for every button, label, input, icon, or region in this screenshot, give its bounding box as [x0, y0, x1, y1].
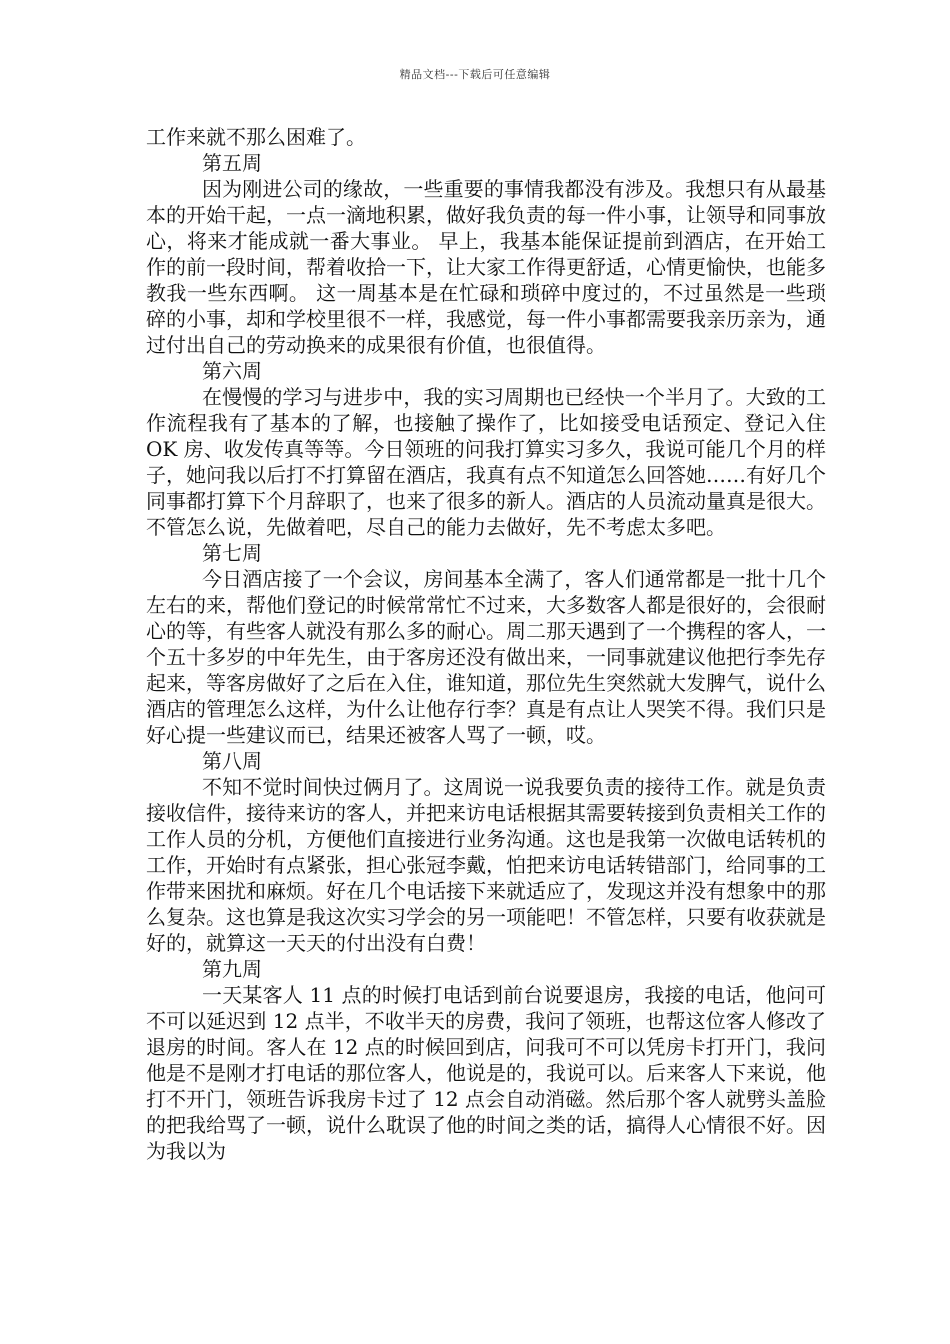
week-9-paragraph: 一天某客人 11 点的时候打电话到前台说要退房，我接的电话，他问可不可以延迟到 12 点半，不收半天的房费，我问了领班，也帮这位客人修改了退房的时间。客人在 12 点的时候回到店，问我可不可以凭房卡打开门，我问他是不是刚才打电话的那位客人，他说是的，我说可以。后来客人下来说，他打不开门，领班告诉我房卡过了 12 点会自动消磁。然后那个客人就劈头盖脸的把我给骂了一顿，说什么耽误了他的时间之类的话，搞得人心情很不好。因为我以为: [146, 983, 826, 1163]
paragraph-continuation: 工作来就不那么困难了。: [146, 125, 366, 149]
page-header: 精品文档---下载后可任意编辑: [399, 68, 551, 81]
week-7-paragraph: 今日酒店接了一个会议，房间基本全满了，客人们通常都是一批十几个左右的来，帮他们登记的时候常常忙不过来，大多数客人都是很好的，会很耐心的等，有些客人就没有那么多的耐心。周二那天遇到了一个携程的客人，一个五十多岁的中年先生，由于客房还没有做出来，一同事就建议他把行李先存起来，等客房做好了之后在入住，谁知道，那位先生突然就大发脾气，说什么酒店的管理怎么这样，为什么让他存行李？真是有点让人哭笑不得。我们只是好心提一些建议而已，结果还被客人骂了一顿，哎。: [146, 567, 826, 747]
week-6-heading: 第六周: [202, 359, 262, 383]
document-body: [146, 124, 826, 1164]
week-8-paragraph: 不知不觉时间快过俩月了。这周说一说我要负责的接待工作。就是负责接收信件，接待来访的客人，并把来访电话根据其需要转接到负责相关工作的工作人员的分机，方便他们直接进行业务沟通。这也是我第一次做电话转机的工作，开始时有点紧张，担心张冠李戴，怕把来访电话转错部门，给同事的工作带来困扰和麻烦。好在几个电话接下来就适应了，发现这并没有想象中的那么复杂。这也算是我这次实习学会的另一项能吧！不管怎样，只要有收获就是好的，就算这一天天的付出没有白费！: [146, 775, 826, 955]
week-5-paragraph: 因为刚进公司的缘故，一些重要的事情我都没有涉及。我想只有从最基本的开始干起，一点一滴地积累，做好我负责的每一件小事，让领导和同事放心，将来才能成就一番大事业。 早上，我基本能保证提前到酒店，在开始工作的前一段时间，帮着收拾一下，让大家工作得更舒适，心情更愉快，也能多教我一些东西啊。 这一周基本是在忙碌和琐碎中度过的，不过虽然是一些琐碎的小事，却和学校里很不一样，我感觉，每一件小事都需要我亲历亲为，通过付出自己的劳动换来的成果很有价值，也很值得。: [146, 177, 826, 357]
week-5-heading: 第五周: [202, 151, 262, 175]
week-9-heading: 第九周: [202, 957, 262, 981]
week-8-heading: 第八周: [202, 749, 262, 773]
week-6-paragraph: 在慢慢的学习与进步中，我的实习周期也已经快一个半月了。大致的工作流程我有了基本的了解，也接触了操作了，比如接受电话预定、登记入住 OK 房、收发传真等等。今日领班的问我打算实习多久，我说可能几个月的样子，她问我以后打不打算留在酒店，我真有点不知道怎么回答她……有好几个同事都打算下个月辞职了，也来了很多的新人。酒店的人员流动量真是很大。不管怎么说，先做着吧，尽自己的能力去做好，先不考虑太多吧。: [146, 385, 826, 539]
week-7-heading: 第七周: [202, 541, 262, 565]
